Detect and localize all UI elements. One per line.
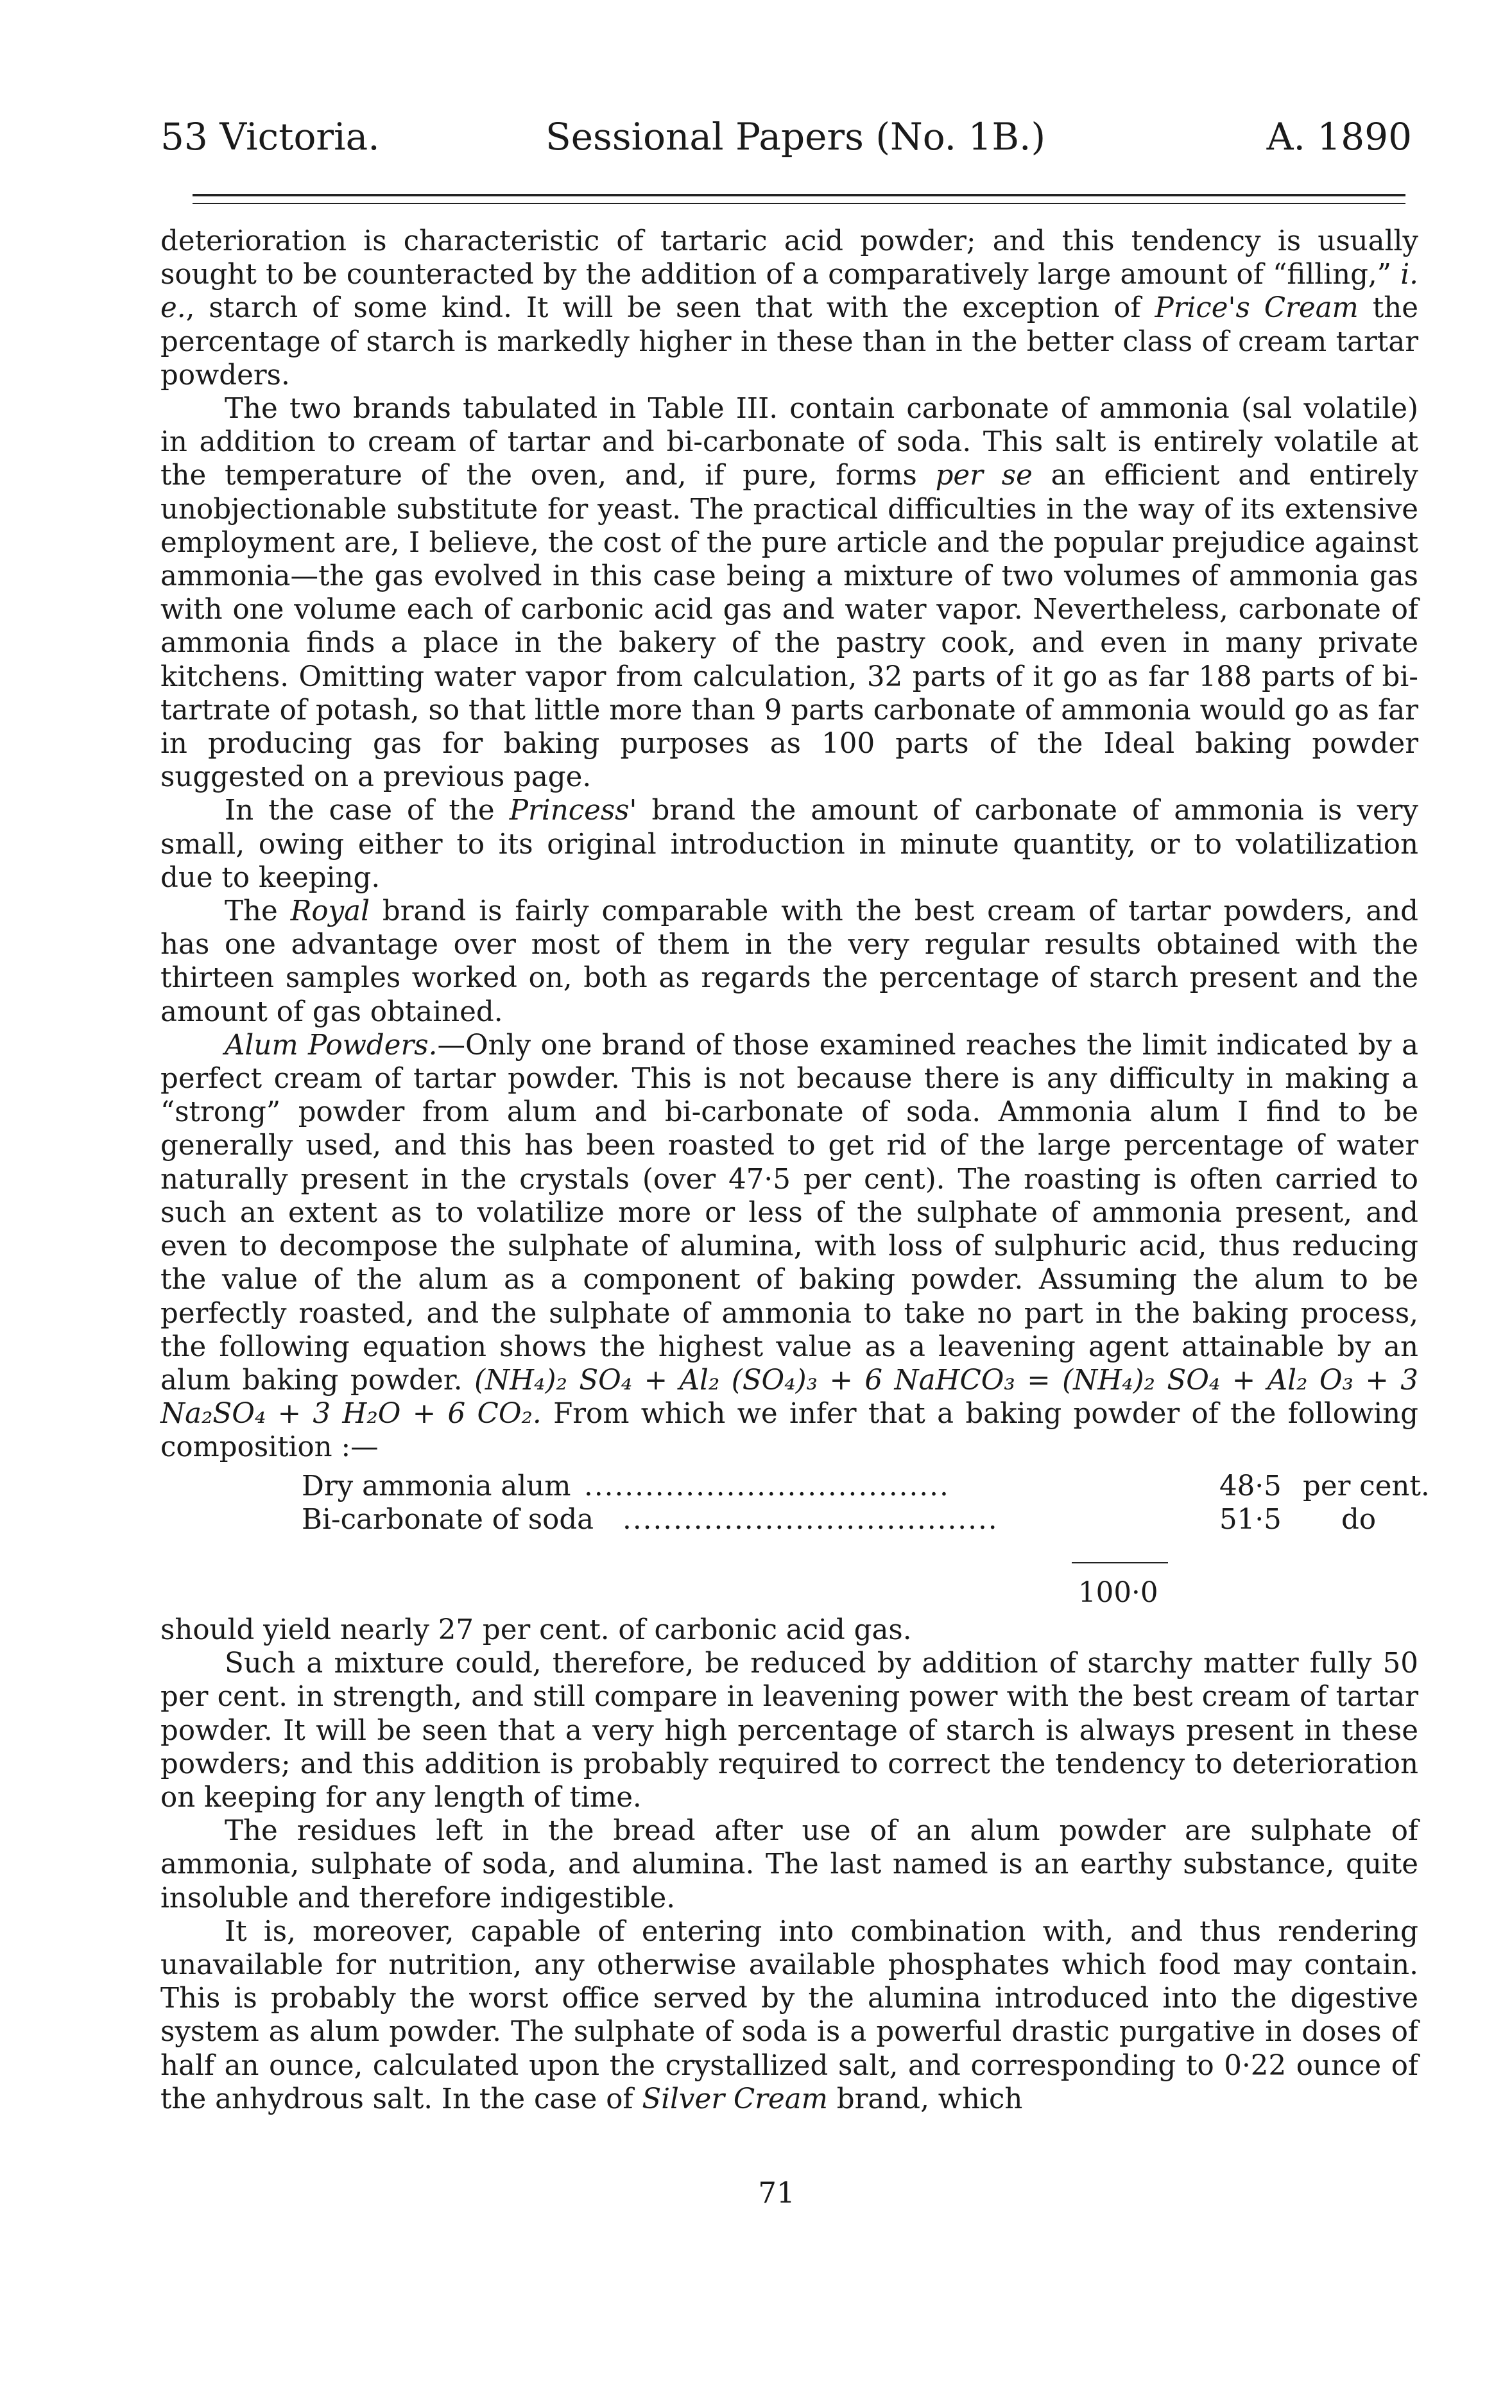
header-rule-thick	[193, 194, 1405, 196]
header-year: A. 1890	[1266, 115, 1412, 159]
paragraph-alum-powders: Alum Powders.—Only one brand of those examined reaches the limit indicated by a perfect cream of tartar powder. This is not because there is any difficulty in making a “strong” powder from alum and bi-carbonate of soda. Ammonia alum I find to be generally used, and this has been roasted to get rid of the large percentage of water naturally present in the crystals (over 47·5 per cent). The roasting is often carried to such an extent as to volatilize more or less of the sulphate of ammonia present, and even to decompose the sulphate of alumina, with loss of sulphuric acid, thus reducing the value of the alum as a component of baking powder. Assuming the alum to be perfectly roasted, and the sulphate of ammonia to take no part in the baking process, the following equation shows the highest value as a leavening agent attainable by an alum baking powder. (NH₄)₂ SO₄ + Al₂ (SO₄)₃ + 6 NaHCO₃ = (NH₄)₂ SO₄ + Al₂ O₃ + 3 Na₂SO₄ + 3 H₂O + 6 CO₂. From which we infer that a baking powder of the following composition :—	[160, 1029, 1419, 1464]
paragraph-mixture: Such a mixture could, therefore, be reduced by addition of starchy matter fully 50 per cent. in strength, and still compare in leavening power with the best cream of tartar powder. It will be seen that a very high percentage of starch is always present in these powders; and this addition is probably required to correct the tendency to deterioration on keeping for any length of time.	[160, 1647, 1418, 1814]
header-title: Sessional Papers (No. 1B.)	[546, 115, 1046, 159]
paragraph-ammonia: The two brands tabulated in Table III. contain carbonate of ammonia (sal volatile) in addition to cream of tartar and bi-carbonate of soda. This salt is entirely volatile at the temperature of the oven, and, if pure, forms per se an efficient and entirely unobjectionable substitute for yeast. The practical difficulties in the way of its extensive employment are, I believe, the cost of the pure article and the popular prejudice against ammonia—the gas evolved in this case being a mixture of two volumes of ammonia gas with one volume each of carbonic acid gas and water vapor. Nevertheless, carbonate of ammonia finds a place in the bakery of the pastry cook, and even in many private kitchens. Omitting water vapor from calculation, 32 parts of it go as far 188 parts of bi-tartrate of potash, so that little more than 9 parts carbonate of ammonia would go as far in producing gas for baking purposes as 100 parts of the Ideal baking powder suggested on a previous page.	[160, 393, 1418, 794]
running-header	[160, 108, 1412, 166]
paragraph-princess: In the case of the Princess' brand the amount of carbonate of ammonia is very small, owing either to its original introduction in minute quantity, or to volatilization due to keeping.	[160, 795, 1418, 894]
paragraph-alumina: It is, moreover, capable of entering into combination with, and thus rendering unavailable for nutrition, any otherwise available phosphates which food may contain. This is probably the worst office served by the alumina introduced into the digestive system as alum powder. The sulphate of soda is a powerful drastic purgative in doses of half an ounce, calculated upon the crystallized salt, and corresponding to 0·22 ounce of the anhydrous salt. In the case of Silver Cream brand, which	[160, 1915, 1418, 2115]
header-rule-thin	[193, 203, 1405, 204]
chemical-equation: (NH₄)₂ SO₄ + Al₂ (SO₄)₃ + 6 NaHCO₃ = (NH₄)₂ SO₄ + Al₂ O₃ + 3 Na₂SO₄ + 3 H₂O + 6 CO₂.	[160, 1364, 1418, 1431]
total-rule	[1072, 1562, 1168, 1563]
composition-total: 100·0	[160, 1536, 1418, 1613]
paragraph-residues: The residues left in the bread after use of an alum powder are sulphate of ammonia, sulphate of soda, and alumina. The last named is an earthy substance, quite insoluble and therefore indigestible.	[160, 1815, 1418, 1914]
page-number: 71	[758, 2176, 795, 2210]
paragraph-yield: should yield nearly 27 per cent. of carbonic acid gas.	[160, 1613, 912, 1646]
composition-row: Bi-carbonate of soda ..................................... 51·5 do	[302, 1503, 1377, 1536]
paragraph-royal: The Royal brand is fairly comparable with the best cream of tartar powders, and has one advantage over most of them in the very regular results obtained with the thirteen samples worked on, both as regards the percentage of starch present and the amount of gas obtained.	[160, 895, 1418, 1028]
composition-table	[160, 1470, 1430, 1536]
composition-row: Dry ammonia alum .................................... 48·5 per cent.	[302, 1470, 1430, 1502]
header-session: 53 Victoria.	[160, 115, 380, 159]
paragraph-deterioration: deterioration is characteristic of tartaric acid powder; and this tendency is usually sought to be counteracted by the addition of a comparatively large amount of “filling,” i. e., starch of some kind. It will be seen that with the exception of Price's Cream the percentage of starch is markedly higher in these than in the better class of cream tartar powders.	[160, 225, 1418, 391]
page-body	[160, 225, 1430, 2116]
